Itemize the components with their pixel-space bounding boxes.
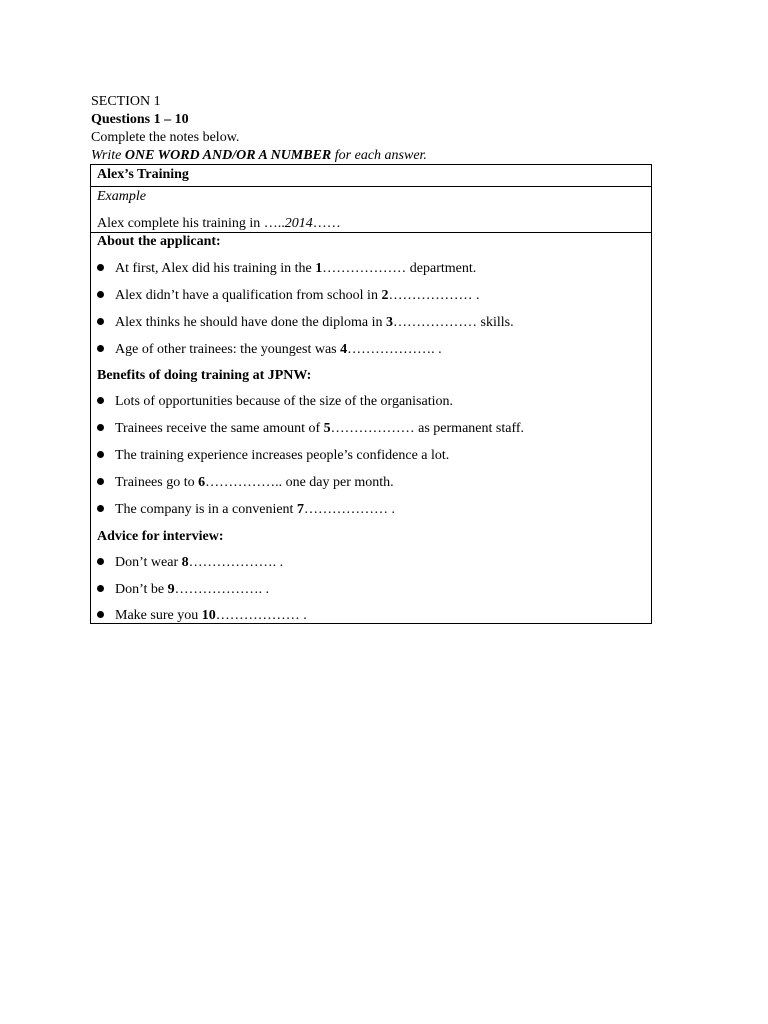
item-text: Make sure you: [115, 608, 202, 623]
answer-blank: ………………. .: [174, 582, 270, 597]
bullet-icon: [97, 291, 104, 298]
question-number: 6: [198, 475, 206, 490]
item-text: Alex thinks he should have done the diploma in: [115, 315, 387, 330]
question-number: 2: [381, 288, 389, 303]
section-heading-benefits: Benefits of doing training at JPNW:: [97, 368, 312, 383]
bullet-icon: [97, 397, 104, 404]
section-title: SECTION 1: [91, 94, 161, 109]
example-dots-after: ……: [312, 216, 341, 231]
notes-table: [90, 164, 652, 624]
answer-blank: ………………. .: [347, 342, 442, 357]
bullet-icon: [97, 585, 104, 592]
section-heading-applicant: About the applicant:: [97, 234, 221, 249]
item-text: Don’t be: [115, 582, 168, 597]
answer-blank: ……………… .: [303, 502, 395, 517]
bullet-icon: [97, 345, 104, 352]
list-item: [97, 314, 514, 332]
item-text: Lots of opportunities because of the size of the organisation.: [115, 394, 453, 409]
item-text: The company is in a convenient: [115, 502, 297, 517]
bullet-icon: [97, 318, 104, 325]
bullet-icon: [97, 478, 104, 485]
item-text: Trainees receive the same amount of: [115, 421, 324, 436]
word-limit-emphasis: ONE WORD AND/OR A NUMBER: [124, 148, 332, 163]
list-item: [97, 501, 395, 519]
bullet-icon: [97, 264, 104, 271]
list-item: [97, 447, 449, 465]
question-number: 10: [201, 608, 216, 623]
question-number: 7: [296, 502, 304, 517]
list-item: [97, 260, 476, 278]
item-text: Alex didn’t have a qualification from school in: [115, 288, 382, 303]
bullet-icon: [97, 611, 104, 618]
instruction-text: Complete the notes below.: [91, 130, 240, 145]
bullet-icon: [97, 505, 104, 512]
example-text: Alex complete his training in: [97, 216, 264, 231]
list-item: [97, 607, 307, 625]
question-number: 8: [181, 555, 189, 570]
section-header: [91, 93, 427, 165]
list-item: [97, 474, 394, 492]
item-text: Trainees go to: [115, 475, 199, 490]
list-item: [97, 581, 269, 599]
question-number: 5: [323, 421, 331, 436]
example-label: Example: [97, 189, 146, 204]
section-heading-advice: Advice for interview:: [97, 529, 224, 544]
answer-blank: ……………… as permanent staff.: [330, 421, 525, 436]
answer-blank: ……………… .: [388, 288, 480, 303]
list-item: [97, 420, 524, 438]
answer-blank: ……………… department.: [322, 261, 477, 276]
answer-blank: ……………… .: [215, 608, 307, 623]
example-dots-before: …..: [263, 216, 285, 231]
question-number: 1: [315, 261, 323, 276]
word-limit-pre: Write: [91, 148, 125, 163]
list-item: [97, 287, 479, 305]
word-limit-post: for each answer.: [331, 148, 427, 163]
bullet-icon: [97, 424, 104, 431]
item-text: Age of other trainees: the youngest was: [115, 342, 341, 357]
question-number: 3: [386, 315, 394, 330]
answer-blank: ……………… skills.: [393, 315, 514, 330]
answer-blank: ………………. .: [188, 555, 284, 570]
notes-heading: Alex’s Training: [97, 167, 189, 182]
list-item: [97, 554, 283, 572]
item-text: Don’t wear: [115, 555, 182, 570]
question-number: 9: [167, 582, 175, 597]
word-limit-instruction: [91, 147, 427, 165]
item-text: The training experience increases people’s confidence a lot.: [115, 448, 450, 463]
notes-divider: [91, 186, 651, 187]
questions-range: Questions 1 – 10: [91, 112, 189, 127]
example-answer: 2014: [284, 216, 313, 231]
question-number: 4: [340, 342, 348, 357]
bullet-icon: [97, 451, 104, 458]
answer-blank: …………….. one day per month.: [205, 475, 394, 490]
bullet-icon: [97, 558, 104, 565]
list-item: [97, 393, 453, 411]
list-item: [97, 341, 442, 359]
item-text: At first, Alex did his training in the: [115, 261, 316, 276]
example-line: [97, 215, 341, 233]
